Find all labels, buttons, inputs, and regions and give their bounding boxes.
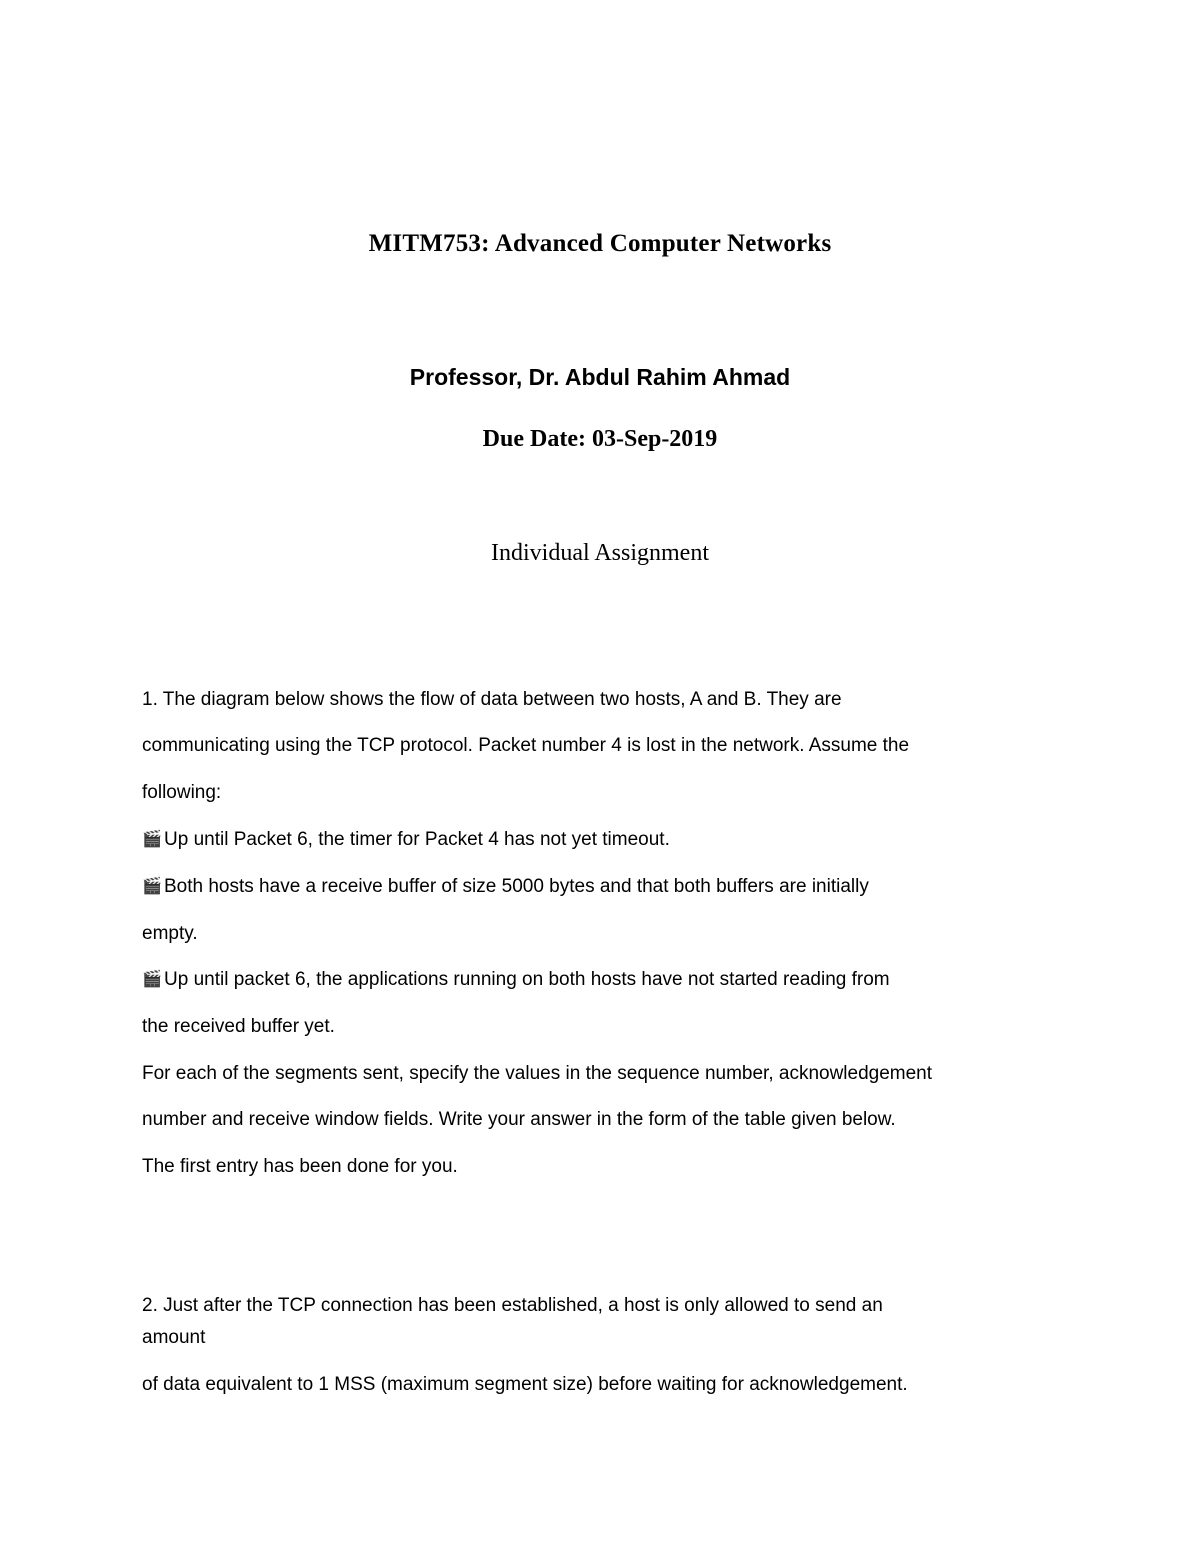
q1-bullet-1-text: Up until Packet 6, the timer for Packet 4 has not yet timeout. <box>164 829 670 850</box>
q1-line-1: 1. The diagram below shows the flow of data between two hosts, A and B. They are <box>142 689 842 710</box>
q1-bullet-2-text: Both hosts have a receive buffer of size 5000 bytes and that both buffers are initially <box>164 876 869 897</box>
assignment-type: Individual Assignment <box>491 540 709 566</box>
clapperboard-icon: 🎬 <box>142 878 162 895</box>
q1-instruction-1: For each of the segments sent, specify the values in the sequence number, acknowledgement <box>142 1063 933 1084</box>
q1-bullet-2-continued: empty. <box>142 923 198 944</box>
q2-line-3: of data equivalent to 1 MSS (maximum segment size) before waiting for acknowledgement. <box>142 1374 908 1395</box>
q1-bullet-3-text: Up until packet 6, the applications running on both hosts have not started reading from <box>164 969 890 990</box>
q1-bullet-2 <box>142 875 869 899</box>
due-date: Due Date: 03-Sep-2019 <box>482 426 718 452</box>
q1-bullet-3 <box>142 968 890 992</box>
q1-line-3: following: <box>142 782 222 803</box>
q1-line-2: communicating using the TCP protocol. Packet number 4 is lost in the network. Assume the <box>142 735 910 756</box>
course-title: MITM753: Advanced Computer Networks <box>368 230 832 257</box>
clapperboard-icon: 🎬 <box>142 831 162 848</box>
q1-bullet-3-continued: the received buffer yet. <box>142 1016 335 1037</box>
q1-instruction-2: number and receive window fields. Write your answer in the form of the table given below. <box>142 1109 896 1130</box>
professor-name: Professor, Dr. Abdul Rahim Ahmad <box>409 364 791 390</box>
clapperboard-icon: 🎬 <box>142 971 162 988</box>
q2-line-2: amount <box>142 1327 206 1348</box>
q1-instruction-3: The first entry has been done for you. <box>142 1156 458 1177</box>
q1-bullet-1 <box>142 828 670 852</box>
q2-line-1: 2. Just after the TCP connection has been established, a host is only allowed to send an <box>142 1295 883 1316</box>
